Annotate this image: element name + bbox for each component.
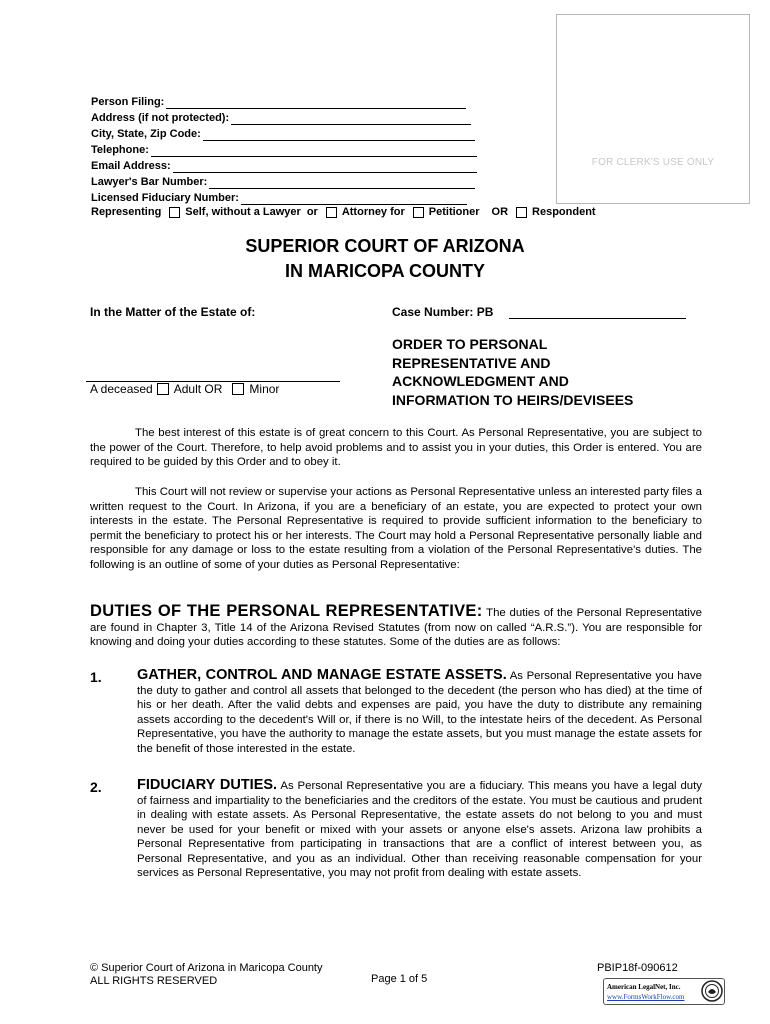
fiduciary-number-field[interactable] — [91, 191, 467, 205]
deceased-row — [90, 382, 279, 396]
copyright-text: © Superior Court of Arizona in Maricopa County — [90, 962, 323, 974]
field-label: Lawyer's Bar Number: — [91, 176, 208, 188]
field-line[interactable] — [231, 113, 471, 125]
item-2 — [137, 778, 702, 881]
telephone-field[interactable] — [91, 143, 477, 157]
item-1-text: As Personal Representative you have the duty to gather and control all assets that belonged to the decedent (the person who has died) at the time of his or her death. After the valid debts and expenses are paid, you have the duty to distribute any remaining assets according to the decedent's Will or, if there is no Will, to the intestate heirs of the decedent. As Personal Representative, you have the authority to manage the estate assets, but you must manage the estate assets for the benefit of those interested in the estate. — [137, 670, 702, 755]
petitioner-checkbox[interactable] — [413, 207, 424, 218]
minor-label: Minor — [249, 382, 280, 396]
vendor-name: American LegalNet, Inc. — [607, 983, 681, 991]
field-label: City, State, Zip Code: — [91, 128, 201, 140]
vendor-link[interactable]: www.FormsWorkFlow.com — [607, 993, 685, 1001]
field-line[interactable] — [151, 145, 477, 157]
adult-label: Adult OR — [173, 382, 223, 396]
rights-text: ALL RIGHTS RESERVED — [90, 975, 218, 987]
bar-number-field[interactable] — [91, 175, 475, 189]
item-2-text: As Personal Representative you are a fiduciary. This means you have a legal duty of fairness and impartiality to the beneficiaries and the creditors of the estate. You must be cautious and prudent in dealing with estate assets. As Personal Representative, the estate assets do not belong to you and must never be used for your benefit or mixed with your assets or anyone else's assets. Arizona law prohibits a Personal Representative from participating in transactions that are a conflict of interest between you, as Personal Representative, and you as an individual. Other than receiving reasonable compensation for your services as Personal Representative, you may not profit from dealing with estate assets. — [137, 780, 702, 879]
clerk-use-label: FOR CLERK'S USE ONLY — [591, 157, 715, 168]
field-line[interactable] — [173, 161, 477, 173]
clerk-use-box — [556, 14, 750, 204]
field-label: Email Address: — [91, 160, 171, 172]
paragraph-1 — [90, 426, 702, 470]
court-title-line1: SUPERIOR COURT OF ARIZONA — [245, 236, 525, 256]
respondent-checkbox[interactable] — [516, 207, 527, 218]
item-1-number: 1. — [90, 669, 102, 685]
duties-text: The duties of the Personal Representative are found in Chapter 3, Title 14 of the Arizona Revised Statutes (from now on called “A.R.S.”). You are responsible for knowing and doing your duties according to these statutes. Some of the duties are as follows: — [90, 607, 702, 648]
representing-label: Representing — [91, 206, 162, 218]
field-label: Telephone: — [91, 144, 149, 156]
order-title — [392, 335, 633, 409]
duties-heading: DUTIES OF THE PERSONAL REPRESENTATIVE: — [90, 602, 483, 620]
address-field[interactable] — [91, 111, 471, 125]
adult-checkbox[interactable] — [157, 383, 169, 395]
case-number-input[interactable] — [509, 318, 686, 319]
vendor-logo-icon — [701, 980, 723, 1002]
email-field[interactable] — [91, 159, 477, 173]
person-filing-field[interactable] — [91, 95, 466, 109]
field-label: Person Filing: — [91, 96, 165, 108]
case-number-label: Case Number: PB — [392, 305, 494, 319]
field-label: Address (if not protected): — [91, 112, 230, 124]
paragraph-2 — [90, 485, 702, 572]
attorney-label: Attorney for — [341, 206, 405, 218]
duties-section — [90, 604, 702, 650]
field-line[interactable] — [203, 129, 475, 141]
minor-checkbox[interactable] — [232, 383, 244, 395]
item-2-number: 2. — [90, 779, 102, 795]
order-title-line2: REPRESENTATIVE AND — [392, 354, 551, 371]
page-number: Page 1 of 5 — [371, 973, 428, 985]
representing-row — [91, 206, 596, 218]
respondent-label: Respondent — [532, 206, 596, 218]
item-1 — [137, 668, 702, 756]
deceased-label: A deceased — [90, 382, 153, 396]
item-2-heading: FIDUCIARY DUTIES. — [137, 777, 278, 793]
footer-copyright — [90, 962, 323, 988]
field-label: Licensed Fiduciary Number: — [91, 192, 239, 204]
court-title-line2: IN MARICOPA COUNTY — [285, 261, 485, 281]
self-checkbox[interactable] — [169, 207, 180, 218]
or-label: or — [306, 206, 318, 218]
paragraph-1-text: The best interest of this estate is of great concern to this Court. As Personal Representative, you are subject to the power of the Court. Therefore, to help avoid problems and to assist you in your duties, this Order is entered. You are required to be guided by this Order and to obey it. — [90, 427, 702, 468]
paragraph-2-text: This Court will not review or supervise your actions as Personal Representative unless an interested party files a written request to the Court. In Arizona, if you are a beneficiary of an estate, you are expected to protect your own interests in the estate. The Personal Representative is required to provide sufficient information to the beneficiary to permit the beneficiary to protect his or her interests. The Court may hold a Personal Representative personally liable and responsible for any damage or loss to the estate resulting from a violation of the Personal Representative's duties. The following is an outline of some of your duties as Personal Representative: — [90, 486, 702, 571]
form-id: PBIP18f-090612 — [597, 962, 678, 974]
or-label-2: OR — [491, 206, 509, 218]
field-line[interactable] — [166, 97, 466, 109]
petitioner-label: Petitioner — [428, 206, 480, 218]
order-title-line3: ACKNOWLEDGMENT AND — [392, 373, 569, 389]
field-line[interactable] — [241, 193, 467, 205]
estate-matter-label: In the Matter of the Estate of: — [90, 305, 256, 319]
city-state-zip-field[interactable] — [91, 127, 475, 141]
order-title-line4: INFORMATION TO HEIRS/DEVISEES — [392, 391, 634, 408]
attorney-checkbox[interactable] — [326, 207, 337, 218]
item-1-heading: GATHER, CONTROL AND MANAGE ESTATE ASSETS. — [137, 667, 507, 683]
self-label: Self, without a Lawyer — [185, 206, 301, 218]
order-title-line1: ORDER TO PERSONAL — [392, 336, 548, 352]
field-line[interactable] — [209, 177, 475, 189]
